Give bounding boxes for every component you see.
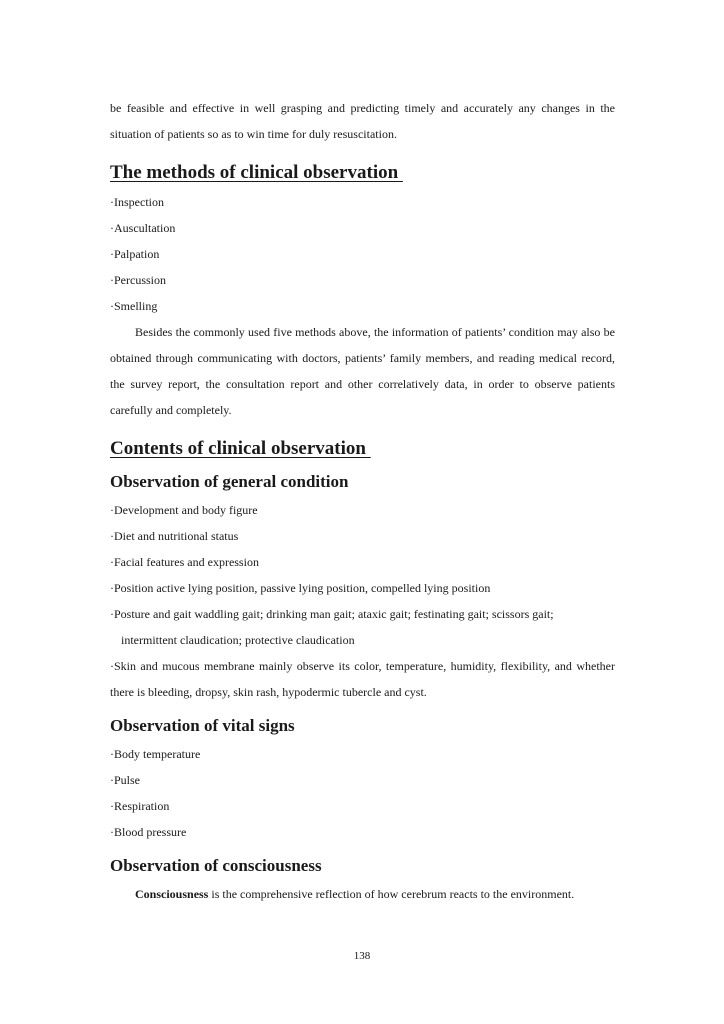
list-item: ·Facial features and expression: [110, 555, 259, 569]
intro-paragraph: be feasible and effective in well grasping and predicting timely and accurately any changes in the situation of patients so as to win time for duly resuscitation.: [110, 101, 615, 141]
list-item: ·Development and body figure: [110, 503, 258, 517]
list-item: ·Body temperature: [110, 747, 201, 761]
consciousness-term: Consciousness: [135, 887, 209, 901]
document-page: [110, 95, 615, 907]
page-number: 138: [353, 950, 371, 962]
consciousness-paragraph: [110, 881, 615, 907]
list-item: ·Percussion: [110, 273, 166, 287]
list-item: ·Diet and nutritional status: [110, 529, 239, 543]
general-condition-heading: Observation of general condition: [110, 472, 349, 491]
list-item: ·Blood pressure: [110, 825, 187, 839]
list-item: ·Pulse: [110, 773, 140, 787]
methods-paragraph: Besides the commonly used five methods above, the information of patients’ condition may also be obtained through communicating with doctors, patients’ family members, and reading medical record, the survey report, the consultation report and other correlatively data, in order to observe patients carefully and completely.: [110, 325, 615, 417]
list-item: ·Inspection: [110, 195, 164, 209]
list-item: ·Position active lying position, passive lying position, compelled lying position: [110, 581, 491, 595]
vital-signs-heading: Observation of vital signs: [110, 716, 295, 735]
list-item: ·Posture and gait waddling gait; drinking man gait; ataxic gait; festinating gait; scissors gait;: [110, 607, 554, 621]
list-item: ·Auscultation: [110, 221, 176, 235]
list-item: ·Respiration: [110, 799, 170, 813]
list-item: ·Smelling: [110, 299, 158, 313]
list-item-continuation: intermittent claudication; protective claudication: [121, 633, 355, 647]
list-item: ·Palpation: [110, 247, 160, 261]
methods-heading: The methods of clinical observation: [110, 162, 403, 183]
list-item: ·Skin and mucous membrane mainly observe its color, temperature, humidity, flexibility, and whether there is bleeding, dropsy, skin rash, hypodermic tubercle and cyst.: [110, 659, 615, 699]
contents-heading: Contents of clinical observation: [110, 438, 371, 459]
consciousness-heading: Observation of consciousness: [110, 856, 322, 875]
consciousness-definition: is the comprehensive reflection of how cerebrum reacts to the environment.: [208, 887, 575, 901]
